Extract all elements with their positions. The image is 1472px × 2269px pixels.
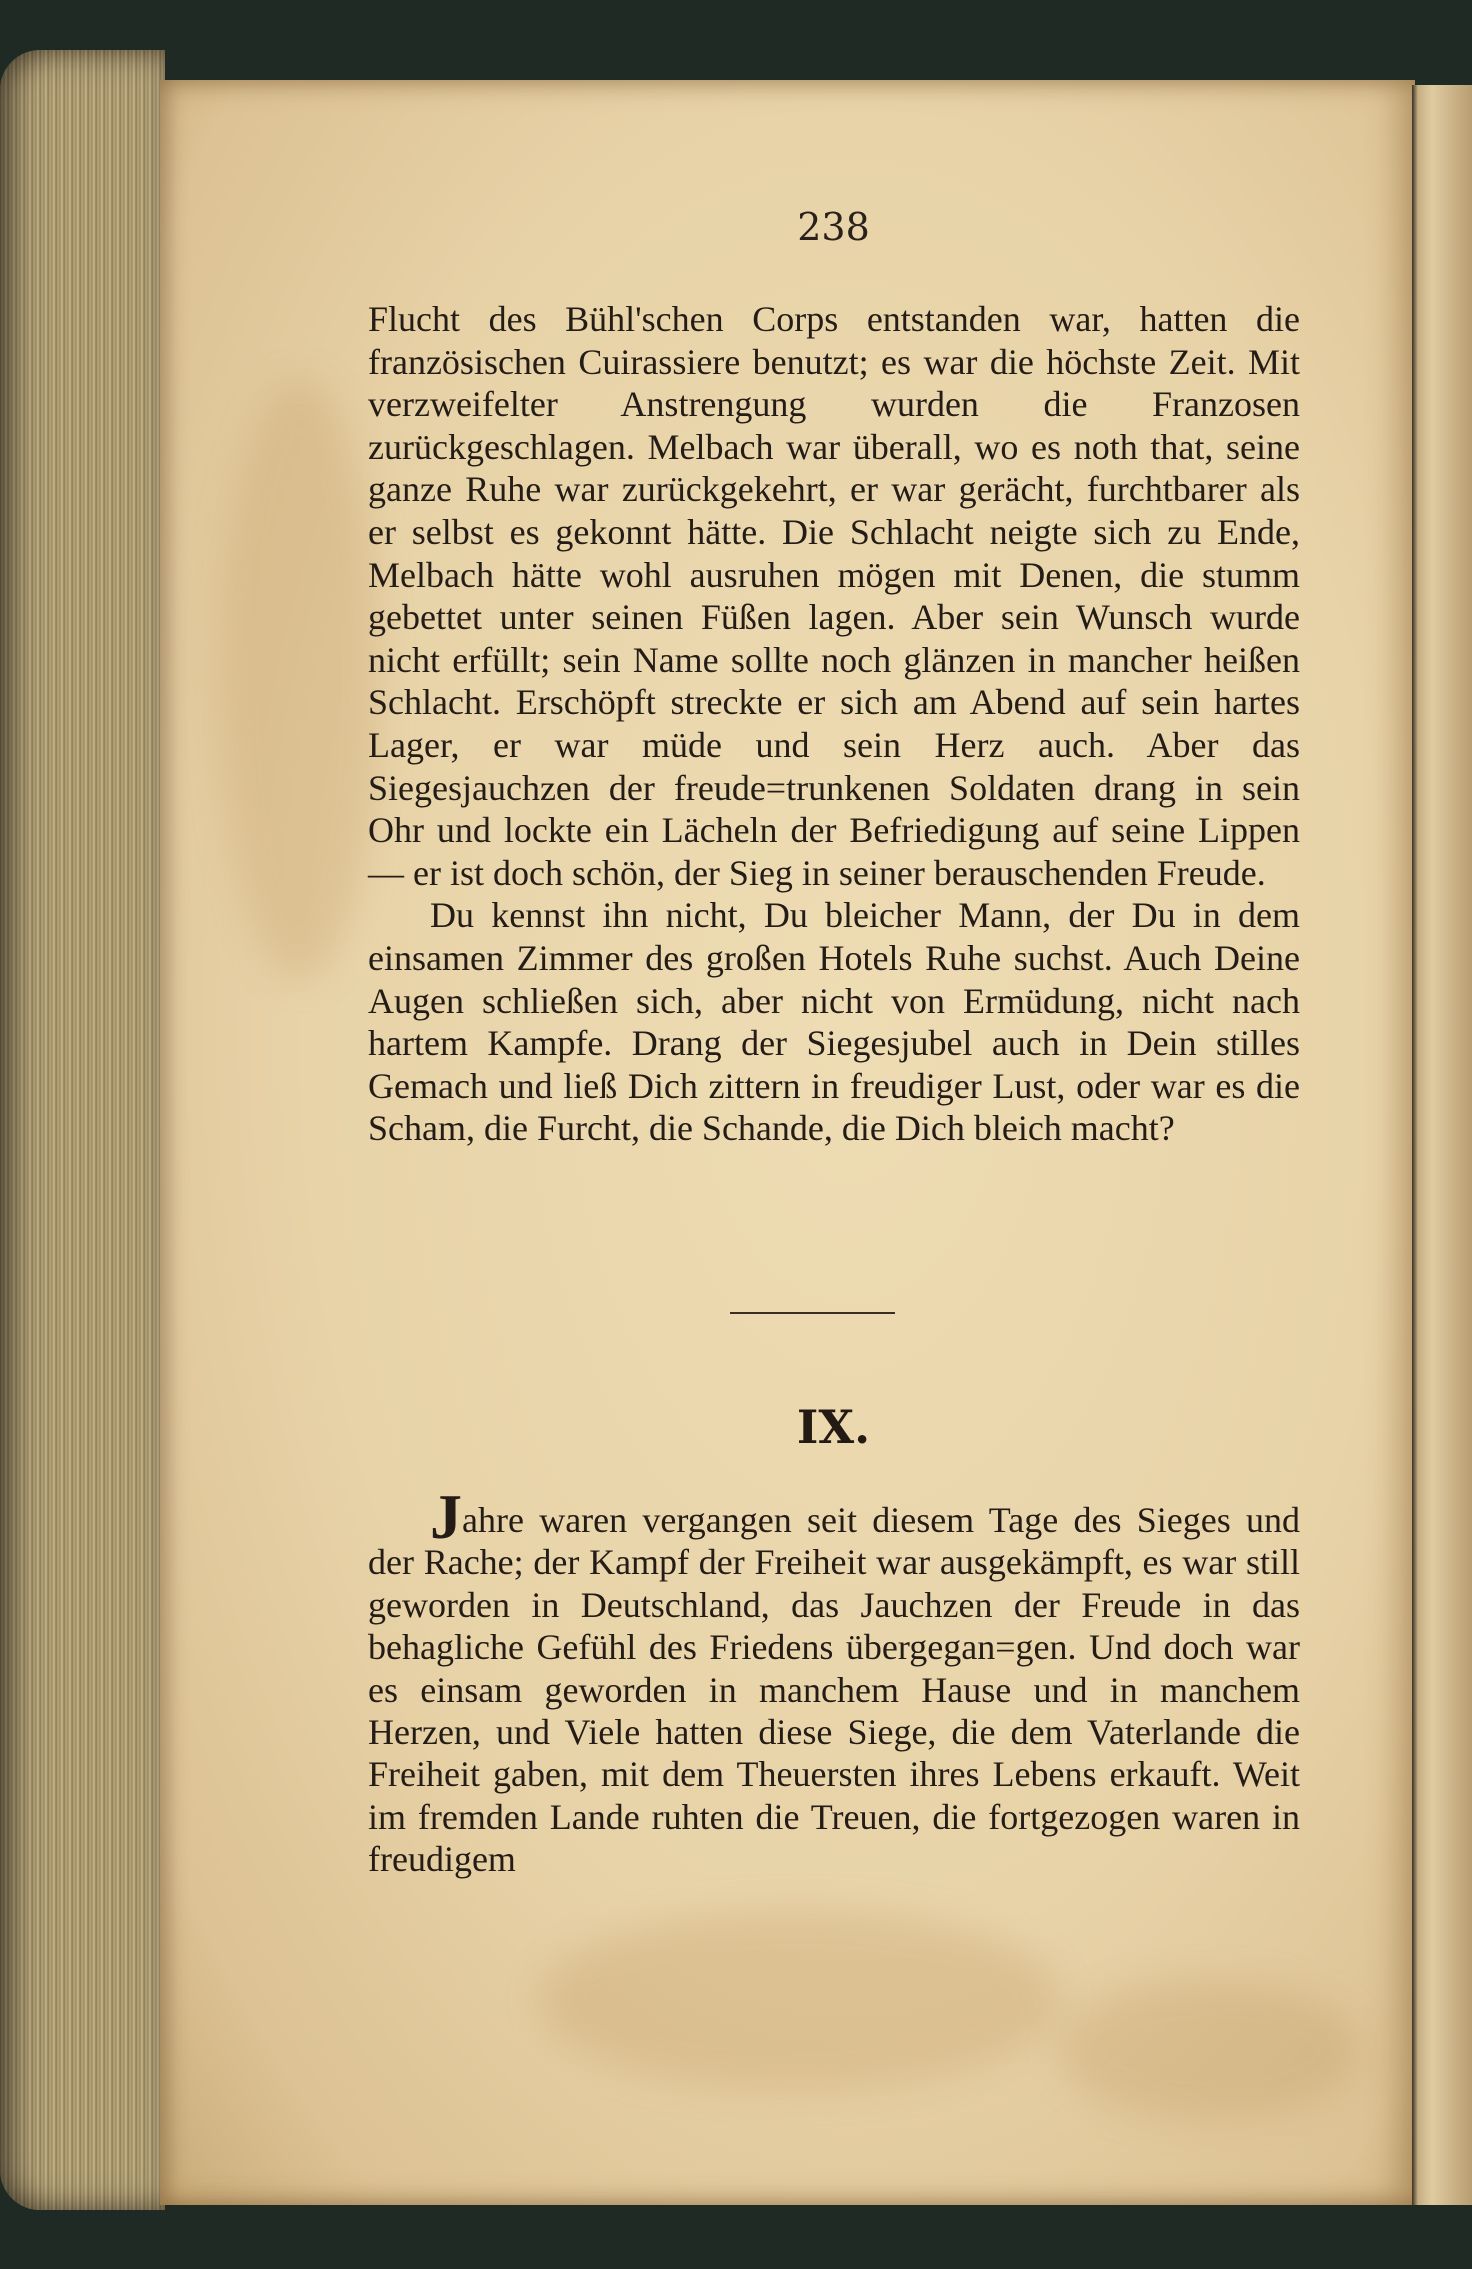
page-stack-edge bbox=[0, 50, 165, 2210]
chapter-text-block bbox=[368, 1481, 1300, 1881]
page-number: 238 bbox=[797, 205, 870, 249]
paragraph-2: Du kennst ihn nicht, Du bleicher Mann, der Du in dem einsamen Zimmer des großen Hotels Ruhe suchst. Auch Deine Augen schließen sich, aber nicht von Ermüdung, nicht nach hartem Kampfe. Drang der Siegesjubel auch in Dein stilles Gemach und ließ Dich zittern in freudiger Lust, oder war es die Scham, die Furcht, die Schande, die Dich bleich macht? bbox=[368, 895, 1300, 1149]
paragraph-1: Flucht des Bühl'schen Corps entstanden war, hatten die französischen Cuirassiere benutzt; es war die höchste Zeit. Mit verzweifelter Anstrengung wurden die Franzosen zurückgeschlagen. Melbach war überall, wo es noth that, seine ganze Ruhe war zurückgekehrt, er war gerächt, furchtbarer als er selbst es gekonnt hätte. Die Schlacht neigte sich zu Ende, Melbach hätte wohl ausruhen mögen mit Denen, die stumm gebettet unter seinen Füßen lagen. Aber sein Wunsch wurde nicht erfüllt; sein Name sollte noch glänzen in mancher heißen Schlacht. Erschöpft streckte er sich am Abend auf sein hartes Lager, er war müde und sein Herz auch. Aber das Siegesjauchzen der freude=trunkenen Soldaten drang in sein Ohr und lockte ein Lächeln der Befriedigung auf seine Lippen — er ist doch schön, der Sieg in seiner berauschenden Freude. bbox=[368, 299, 1300, 893]
text-block bbox=[368, 298, 1300, 1150]
paper-stain bbox=[1060, 1980, 1360, 2120]
dropcap-letter: J bbox=[430, 1481, 462, 1552]
paper-stain bbox=[220, 380, 380, 980]
paper-stain bbox=[540, 1910, 1060, 2090]
section-divider bbox=[730, 1312, 895, 1314]
chapter-paragraph bbox=[368, 1481, 1300, 1881]
chapter-heading: IX. bbox=[796, 1400, 871, 1454]
facing-page-edge bbox=[1412, 85, 1472, 2205]
chapter-paragraph-text: ahre waren vergangen seit diesem Tage des Sieges und der Rache; der Kampf der Freiheit war ausgekämpft, es war still geworden in Deutschland, das Jauchzen der Freude in das behagliche Gefühl des Friedens übergegan=gen. Und doch war es einsam geworden in manchem Hause und in manchem Herzen, und Viele hatten diese Siege, die dem Vaterlande die Freiheit gaben, mit dem Theuersten ihres Lebens erkauft. Weit im fremden Lande ruhten die Treuen, die fortgezogen waren in freudigem bbox=[368, 1500, 1300, 1880]
